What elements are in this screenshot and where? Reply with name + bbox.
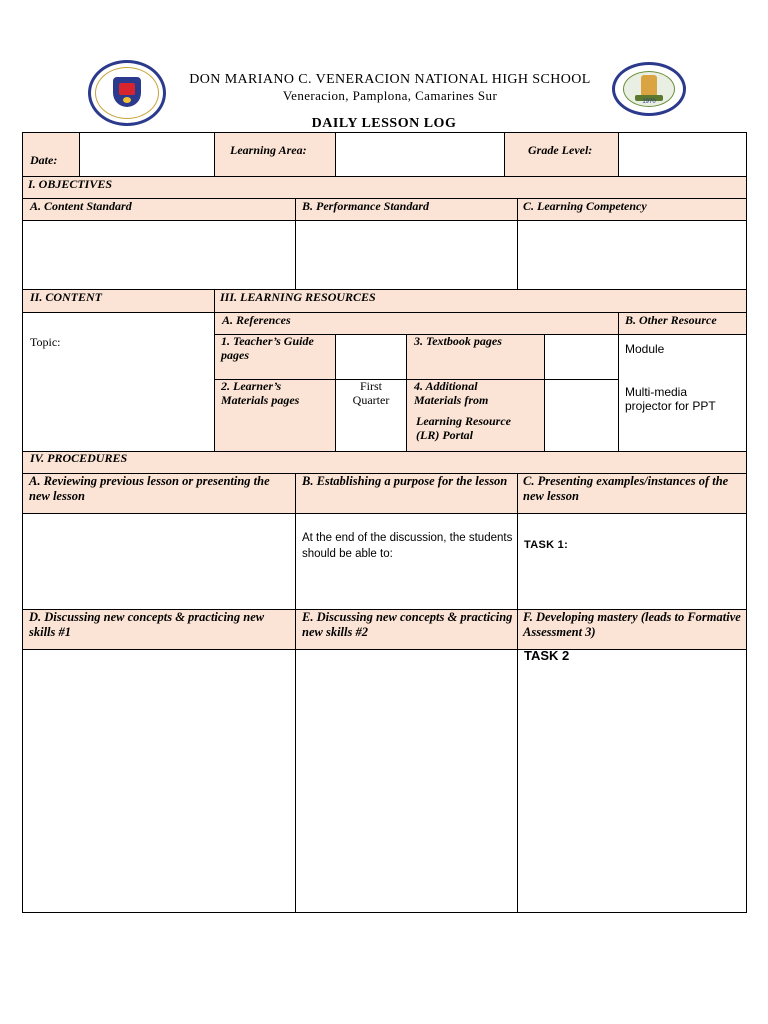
proc-f-body: TASK 2 bbox=[524, 648, 570, 663]
proc-c-label: C. Presenting examples/instances of the new lesson bbox=[523, 474, 729, 503]
performance-standard-label: B. Performance Standard bbox=[302, 199, 430, 213]
module-text: Module bbox=[625, 342, 665, 356]
additional-materials-label: 4. Additional Materials from bbox=[414, 379, 489, 407]
learning-area-label: Learning Area: bbox=[230, 143, 307, 157]
school-name: DON MARIANO C. VENERACION NATIONAL HIGH SCHOOL bbox=[189, 72, 591, 87]
topic-cell[interactable] bbox=[22, 312, 215, 452]
additional-materials-field[interactable] bbox=[544, 379, 619, 452]
grade-level-label: Grade Level: bbox=[528, 143, 593, 157]
learning-competency-field[interactable] bbox=[517, 220, 747, 290]
textbook-pages-field[interactable] bbox=[544, 334, 619, 380]
date-label: Date: bbox=[30, 153, 58, 167]
other-resource-label: B. Other Resource bbox=[625, 313, 717, 327]
proc-c-field[interactable] bbox=[517, 513, 747, 610]
school-address: Veneracion, Pamplona, Camarines Sur bbox=[282, 88, 498, 103]
textbook-pages-label: 3. Textbook pages bbox=[414, 334, 502, 348]
content-standard-label: A. Content Standard bbox=[30, 199, 132, 213]
grade-level-field[interactable] bbox=[618, 132, 747, 177]
proc-e-label: E. Discussing new concepts & practicing new skills #2 bbox=[302, 610, 513, 639]
proc-c-body: TASK 1: bbox=[524, 539, 569, 551]
proc-e-field[interactable] bbox=[295, 649, 518, 913]
lr-portal-label: Learning Resource (LR) Portal bbox=[416, 414, 512, 442]
document-title: DAILY LESSON LOG bbox=[311, 116, 457, 131]
objectives-header bbox=[22, 176, 747, 199]
teachers-guide-field[interactable] bbox=[335, 334, 407, 380]
learners-materials-value: First Quarter bbox=[352, 379, 390, 407]
proc-b-label: B. Establishing a purpose for the lesson bbox=[302, 474, 508, 488]
header bbox=[0, 0, 768, 130]
proc-a-field[interactable] bbox=[22, 513, 296, 610]
learning-competency-label: C. Learning Competency bbox=[523, 199, 647, 213]
procedures-label: IV. PROCEDURES bbox=[30, 451, 128, 465]
learners-materials-label: 2. Learner’s Materials pages bbox=[221, 379, 300, 407]
procedures-header bbox=[22, 451, 747, 474]
proc-d-field[interactable] bbox=[22, 649, 296, 913]
proc-f-field[interactable] bbox=[517, 649, 747, 913]
date-field[interactable] bbox=[79, 132, 215, 177]
proc-f-label: F. Developing mastery (leads to Formative Assessment 3) bbox=[523, 610, 741, 639]
projector-text: Multi-media projector for PPT bbox=[625, 385, 716, 413]
performance-standard-field[interactable] bbox=[295, 220, 518, 290]
teachers-guide-label: 1. Teacher’s Guide pages bbox=[221, 334, 314, 362]
school-seal-icon bbox=[612, 62, 686, 116]
content-label: II. CONTENT bbox=[30, 290, 103, 304]
proc-d-label: D. Discussing new concepts & practicing new skills #1 bbox=[29, 610, 265, 639]
learning-area-field[interactable] bbox=[335, 132, 505, 177]
objectives-label: I. OBJECTIVES bbox=[28, 177, 113, 191]
proc-b-body: At the end of the discussion, the students should be able to: bbox=[302, 532, 513, 560]
topic-label: Topic: bbox=[30, 335, 61, 349]
seal-year: 1970 bbox=[642, 99, 656, 105]
learning-resources-label: III. LEARNING RESOURCES bbox=[220, 290, 376, 304]
references-label: A. References bbox=[222, 313, 291, 327]
content-standard-field[interactable] bbox=[22, 220, 296, 290]
proc-a-label: A. Reviewing previous lesson or presenting the new lesson bbox=[29, 474, 270, 503]
